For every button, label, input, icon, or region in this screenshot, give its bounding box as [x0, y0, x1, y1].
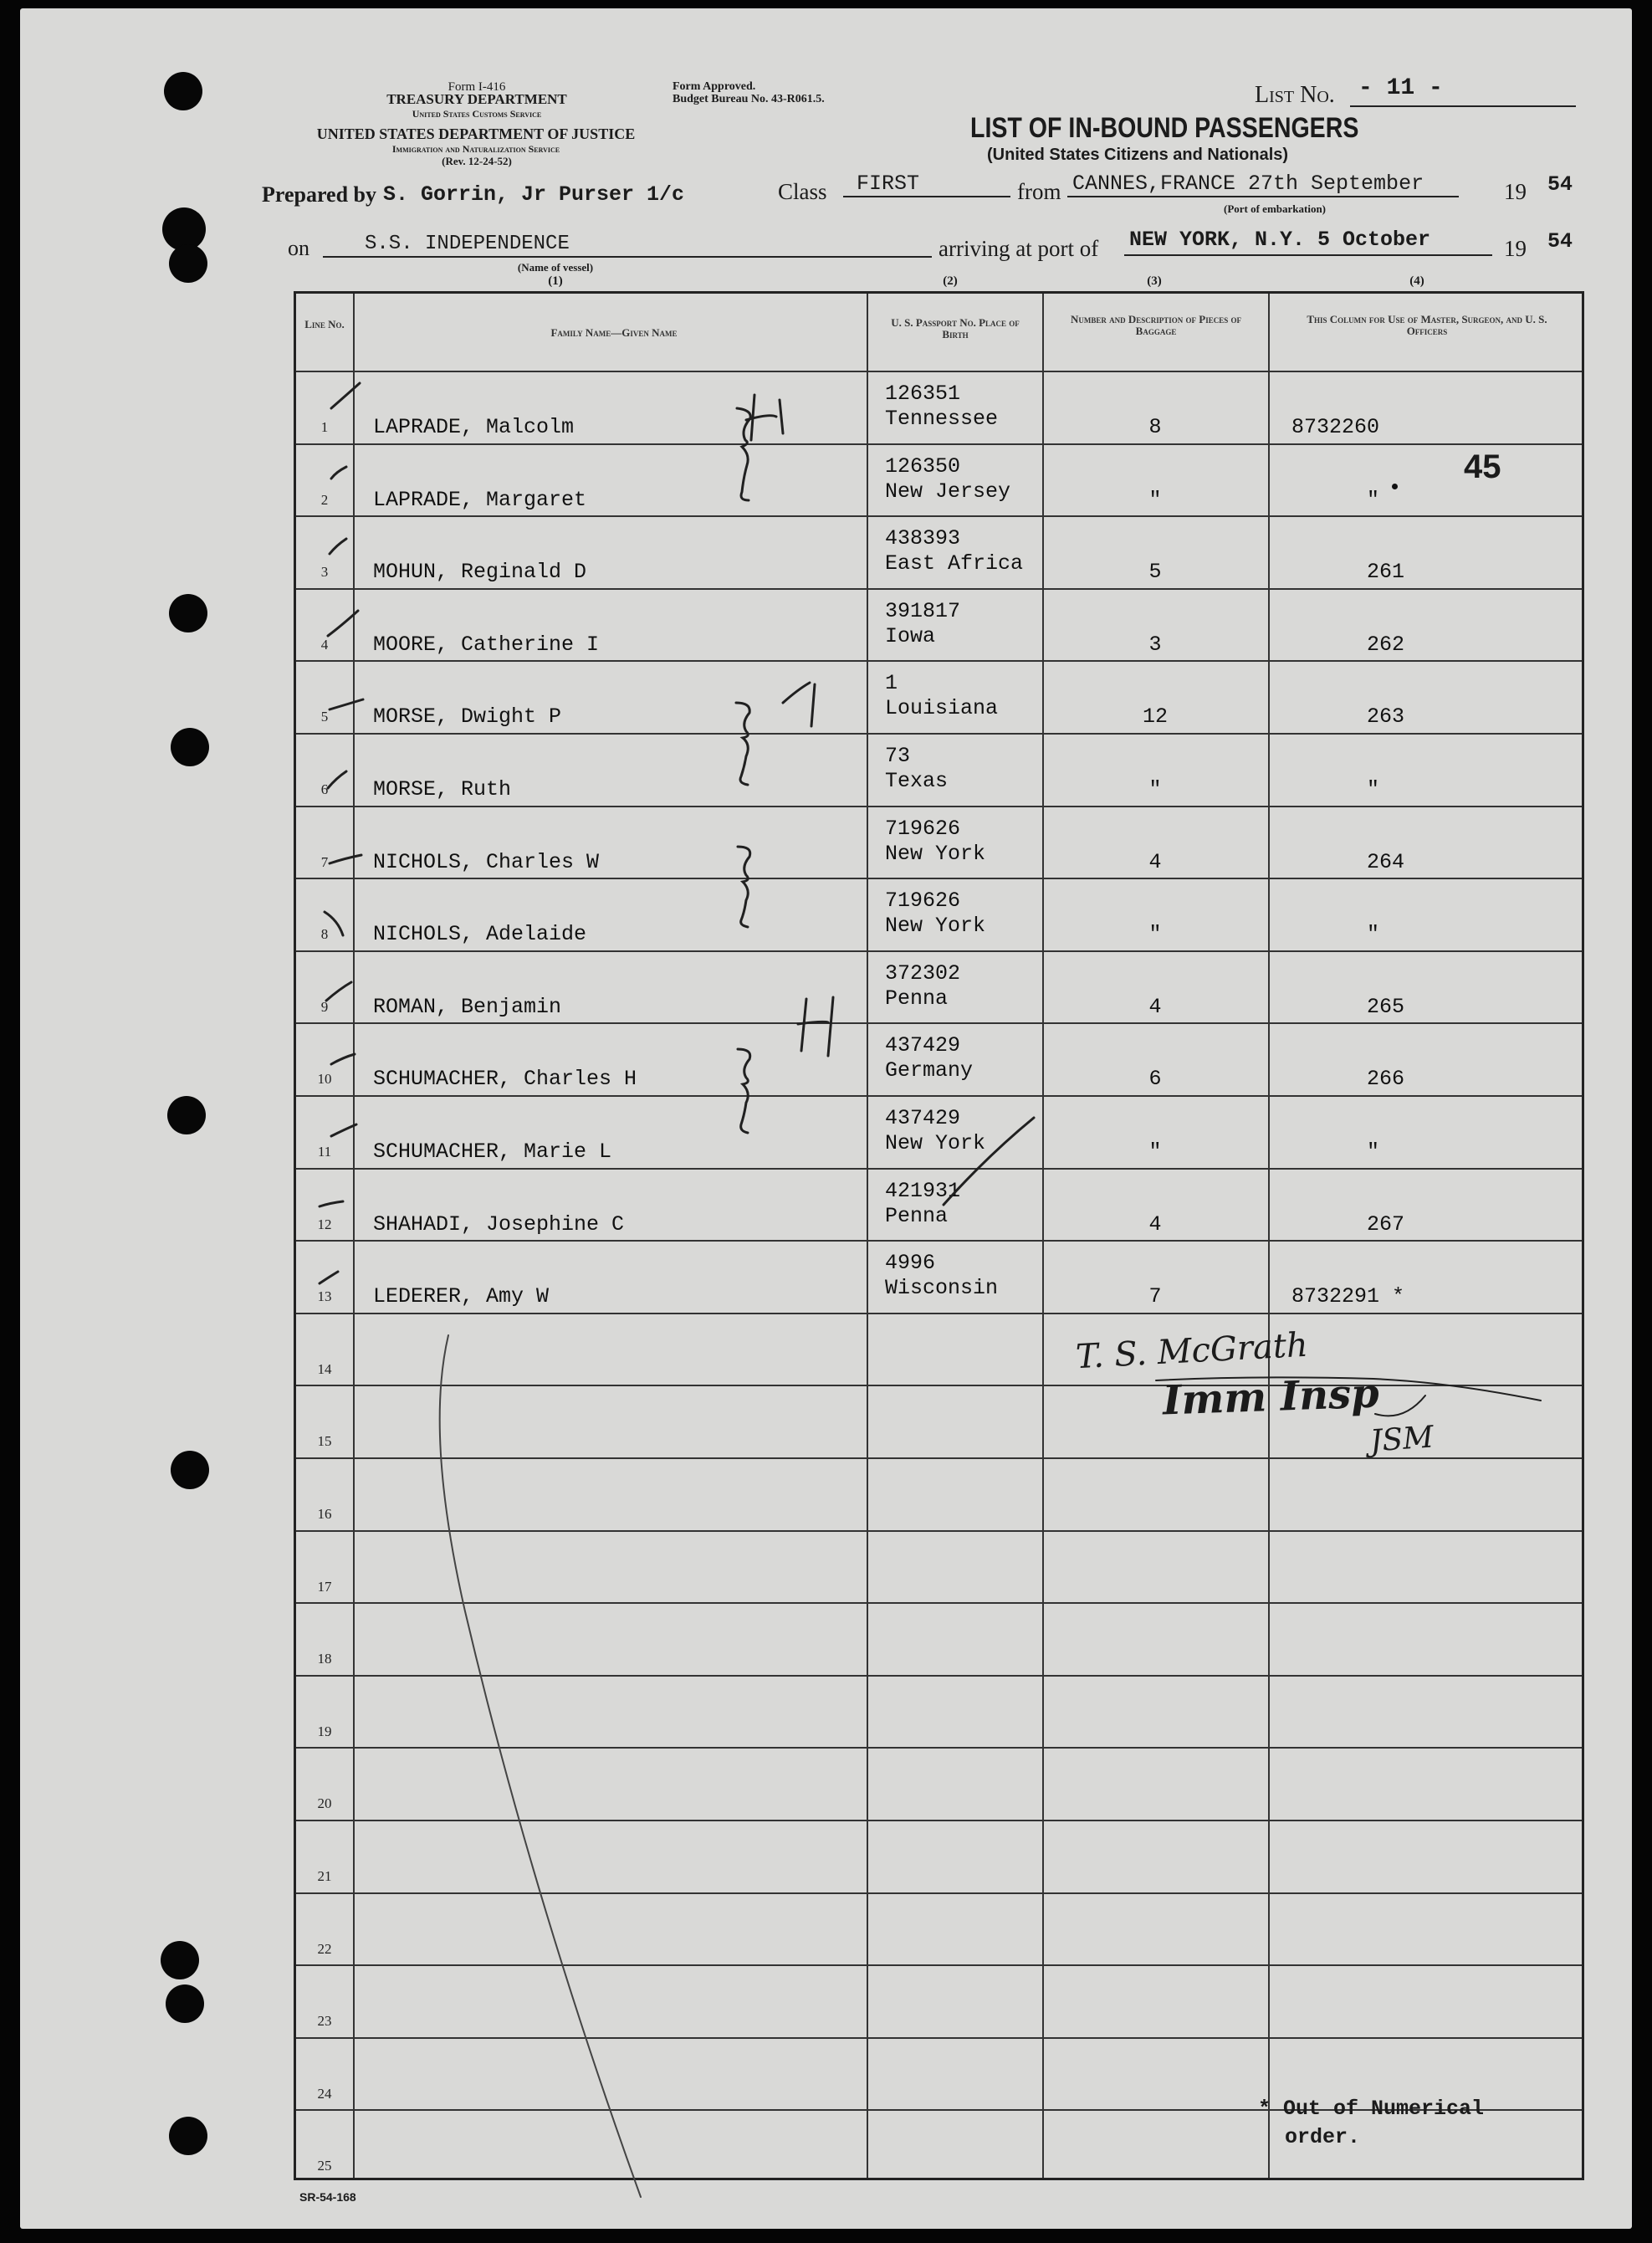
footnote-line-1: * Out of Numerical	[1258, 2097, 1485, 2121]
passenger-name: LAPRADE, Margaret	[373, 487, 587, 512]
form-number: Form I-416	[448, 80, 506, 94]
passport-number: 126351	[885, 382, 961, 406]
from-label: from	[1017, 179, 1061, 204]
handwritten-brackets	[20, 8, 1632, 2229]
place-of-birth: Iowa	[885, 623, 936, 648]
passenger-name: NICHOLS, Adelaide	[373, 922, 587, 947]
dept-treasury: TREASURY DEPARTMENT	[386, 91, 567, 107]
row-line-number: 23	[317, 2013, 332, 2030]
place-of-birth: Wisconsin	[885, 1276, 999, 1301]
officer-column-value: 264	[1367, 849, 1405, 874]
row-line-number: 19	[317, 1723, 332, 1739]
passenger-name: MOHUN, Reginald D	[373, 560, 587, 585]
passenger-name: LEDERER, Amy W	[373, 1284, 550, 1309]
signature-initials: JSM	[1368, 1420, 1435, 1459]
year-2: 54	[1547, 229, 1573, 253]
row-line-number: 22	[317, 1940, 332, 1957]
document-page	[20, 8, 1632, 2229]
passenger-name: NICHOLS, Charles W	[373, 849, 600, 874]
place-of-birth: Germany	[885, 1058, 974, 1083]
baggage-count: 3	[1148, 632, 1162, 657]
place-of-birth: Texas	[885, 769, 949, 793]
header-officers: This Column for Use of Master, Surgeon, and U. S. Officers	[1307, 313, 1547, 337]
baggage-count: 12	[1142, 704, 1168, 730]
row-line-number: 7	[320, 853, 329, 870]
passenger-name: SCHUMACHER, Charles H	[373, 1067, 637, 1092]
row-line-number: 18	[317, 1651, 332, 1667]
header-baggage: Number and Description of Pieces of Baggage	[1071, 313, 1241, 337]
column-number-1: (1)	[548, 274, 563, 288]
budget-bureau: Budget Bureau No. 43-R061.5.	[673, 93, 825, 105]
passport-number: 126350	[885, 453, 961, 479]
row-line-number: 20	[317, 1795, 332, 1812]
dept-justice: UNITED STATES DEPARTMENT OF JUSTICE	[316, 125, 636, 142]
baggage-count: 4	[1148, 994, 1162, 1019]
passport-number: 438393	[885, 526, 961, 551]
row-line-number: 8	[320, 926, 329, 943]
baggage-count: 4	[1148, 1211, 1162, 1237]
place-of-birth: New York	[885, 1131, 986, 1155]
year-prefix-1: 19	[1504, 179, 1527, 204]
passenger-name: MORSE, Ruth	[373, 777, 512, 801]
baggage-count: "	[1148, 922, 1162, 947]
passenger-name: ROMAN, Benjamin	[373, 994, 562, 1019]
class-label: Class	[778, 179, 827, 204]
row-line-number: 1	[320, 419, 329, 435]
baggage-count: "	[1148, 1139, 1162, 1164]
prepared-label: Prepared by	[262, 182, 376, 207]
place-of-birth: New York	[885, 841, 986, 866]
list-no-value: - 11 -	[1358, 75, 1443, 101]
passport-number: 437429	[885, 1106, 961, 1130]
place-of-birth: Louisiana	[885, 696, 999, 721]
place-of-birth: East Africa	[885, 551, 1024, 576]
row-line-number: 13	[317, 1288, 332, 1305]
row-line-number: 9	[320, 998, 329, 1015]
signature-title: Imm Insp	[1162, 1370, 1380, 1425]
passport-number: 372302	[885, 960, 961, 986]
count-annotation: 45	[1464, 448, 1501, 485]
header-passport: U. S. Passport No. Place of Birth	[891, 316, 1020, 341]
place-of-birth: Penna	[885, 986, 949, 1011]
on-label: on	[288, 236, 309, 260]
passport-number: 421931	[885, 1178, 961, 1203]
row-line-number: 15	[317, 1433, 332, 1450]
officer-column-value: 263	[1367, 704, 1405, 730]
dept-treasury-sub: United States Customs Service	[412, 108, 542, 120]
baggage-count: "	[1148, 487, 1162, 512]
footer-code: SR-54-168	[299, 2190, 356, 2204]
passport-number: 719626	[885, 888, 961, 914]
passport-number: 1	[885, 671, 898, 696]
officer-column-value: 8732260	[1291, 415, 1380, 439]
row-line-number: 3	[320, 564, 329, 581]
officer-column-value: "	[1367, 777, 1380, 801]
officer-column-value: 265	[1367, 994, 1405, 1019]
passenger-name: SCHUMACHER, Marie L	[373, 1139, 612, 1164]
passport-number: 437429	[885, 1033, 961, 1058]
place-of-birth: Tennessee	[885, 407, 999, 431]
form-subtitle: (United States Citizens and Nationals)	[987, 146, 1289, 164]
header-line-no: Line No.	[304, 318, 345, 330]
passport-number: 719626	[885, 816, 961, 841]
baggage-count: "	[1148, 777, 1162, 801]
row-line-number: 17	[317, 1578, 332, 1595]
bracket-mark	[737, 408, 750, 500]
officer-column-value: 266	[1367, 1067, 1405, 1092]
revision: (Rev. 12-24-52)	[442, 155, 512, 167]
officer-column-value: 267	[1367, 1211, 1405, 1237]
passport-number: 4996	[885, 1251, 936, 1276]
place-of-birth: New Jersey	[885, 479, 1011, 504]
row-line-number: 14	[317, 1360, 332, 1377]
vessel-label: (Name of vessel)	[517, 261, 594, 274]
baggage-count: 6	[1148, 1067, 1162, 1092]
row-line-number: 16	[317, 1506, 332, 1522]
column-number-4: (4)	[1409, 274, 1424, 288]
passenger-name: LAPRADE, Malcolm	[373, 415, 575, 439]
officer-column-value: "	[1367, 487, 1380, 512]
prepared-by: S. Gorrin, Jr Purser 1/c	[383, 182, 685, 207]
vessel-name: S.S. INDEPENDENCE	[365, 233, 570, 255]
arriving-label: arriving at port of	[939, 236, 1099, 261]
column-number-2: (2)	[943, 274, 958, 288]
baggage-count: 4	[1148, 849, 1162, 874]
passport-number: 73	[885, 744, 911, 768]
officer-column-value: 261	[1367, 560, 1405, 585]
form-approved: Form Approved.	[673, 80, 756, 93]
passenger-name: MOORE, Catherine I	[373, 632, 600, 657]
officer-column-value: 8732291 *	[1291, 1284, 1405, 1309]
baggage-count: 8	[1148, 415, 1162, 439]
passenger-name: SHAHADI, Josephine C	[373, 1211, 625, 1237]
year-prefix-2: 19	[1504, 236, 1527, 261]
form-title: LIST OF IN-BOUND PASSENGERS	[970, 112, 1359, 144]
place-of-birth: New York	[885, 914, 986, 939]
header-name: Family Name—Given Name	[550, 326, 678, 339]
row-line-number: 24	[317, 2085, 332, 2102]
passport-number: 391817	[885, 598, 961, 623]
row-line-number: 12	[317, 1216, 332, 1232]
year-1: 54	[1547, 172, 1573, 197]
row-line-number: 4	[320, 636, 329, 653]
row-line-number: 21	[317, 1868, 332, 1884]
place-of-birth: Penna	[885, 1203, 949, 1228]
passenger-name: MORSE, Dwight P	[373, 704, 562, 730]
row-line-number: 6	[320, 781, 329, 797]
column-number-3: (3)	[1147, 274, 1162, 288]
dept-justice-sub: Immigration and Naturalization Service	[391, 143, 560, 155]
officer-column-value: "	[1367, 1139, 1380, 1164]
row-line-number: 11	[317, 1144, 332, 1160]
from-value: CANNES,FRANCE 27th September	[1072, 172, 1424, 196]
baggage-count: 7	[1148, 1284, 1162, 1309]
class-value: FIRST	[857, 172, 920, 196]
port-embark-label: (Port of embarkation)	[1223, 202, 1327, 215]
baggage-count: 5	[1148, 560, 1162, 585]
row-line-number: 25	[317, 2158, 332, 2174]
row-line-number: 10	[317, 1071, 332, 1088]
list-no-label: List No.	[1255, 82, 1335, 108]
footnote-line-2: order.	[1285, 2125, 1361, 2149]
signature-name: T. S. McGrath	[1074, 1325, 1309, 1377]
arrival-value: NEW YORK, N.Y. 5 October	[1129, 228, 1431, 252]
officer-column-value: "	[1367, 922, 1380, 947]
officer-column-value: 262	[1367, 632, 1405, 657]
row-line-number: 5	[320, 709, 329, 725]
row-line-number: 2	[320, 491, 329, 508]
